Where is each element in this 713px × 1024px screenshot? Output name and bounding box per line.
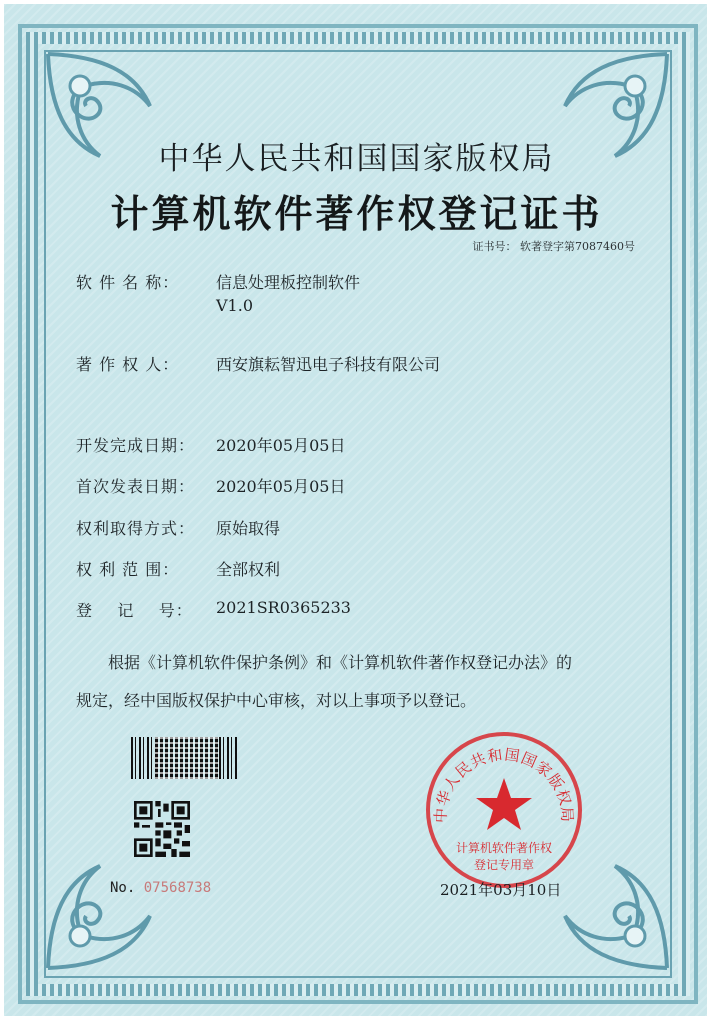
statement-line: 规定，经中国版权保护中心审核，对以上事项予以登记。 [76, 691, 477, 710]
field-value: V1.0 [216, 296, 253, 315]
serial-value: 07568738 [143, 880, 212, 896]
field-value: 2020年05月05日 [216, 436, 346, 455]
field-value: 2021SR0365233 [216, 598, 351, 617]
field-label: 登 记 号： [76, 601, 193, 620]
issue-date: 2021年03月10日 [440, 881, 562, 899]
field-label: 权利取得方式： [76, 519, 196, 538]
barcode [131, 737, 239, 779]
field-label: 著 作 权 人： [76, 355, 180, 374]
serial-number [110, 880, 211, 896]
seal-center-line: 登记专用章 [473, 858, 535, 872]
seal-ring-text: 中华人民共和国国家版权局 [431, 745, 577, 824]
field-label: 开发完成日期： [76, 436, 196, 455]
corner-ornament-icon [40, 846, 170, 976]
statement-line: 根据《计算机软件保护条例》和《计算机软件著作权登记办法》的 [108, 653, 573, 672]
serial-prefix: No. [110, 880, 136, 896]
field-value: 2020年05月05日 [216, 477, 346, 496]
field-label: 软 件 名 称： [76, 273, 180, 292]
seal-center-line: 计算机软件著作权 [455, 841, 553, 855]
field-value: 全部权利 [216, 560, 281, 579]
certificate-title: 计算机软件著作权登记证书 [110, 191, 603, 236]
statement-paragraph [76, 644, 646, 720]
field-value: 西安旗耘智迅电子科技有限公司 [216, 355, 441, 374]
field-label: 权 利 范 围： [76, 560, 180, 579]
qr-code-icon [134, 801, 190, 857]
field-label: 首次发表日期： [76, 477, 196, 496]
official-seal-icon [424, 730, 584, 890]
certificate-number: 证书号： 软著登字第7087460号 [472, 240, 635, 253]
issuer-title: 中华人民共和国国家版权局 [158, 141, 555, 177]
field-value: 原始取得 [216, 519, 281, 538]
field-value: 信息处理板控制软件 [216, 273, 361, 292]
